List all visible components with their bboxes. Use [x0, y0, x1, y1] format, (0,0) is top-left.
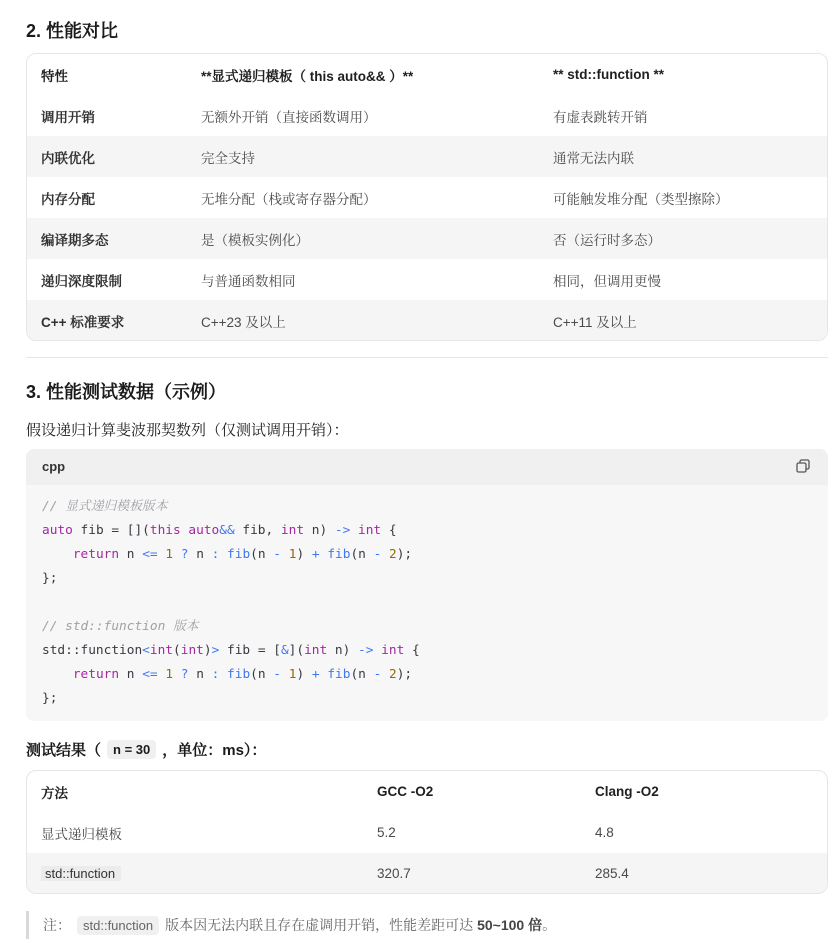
section-divider [26, 357, 828, 358]
table-cell: 可能触发堆分配（类型擦除） [553, 191, 729, 207]
note-highlight: 50~100 倍 [477, 917, 543, 933]
table-cell: 4.8 [595, 825, 614, 840]
table-header-row [27, 54, 827, 95]
result-title [26, 739, 266, 760]
table-cell: 递归深度限制 [41, 273, 122, 289]
table-cell: 是（模板实例化） [201, 232, 309, 248]
intro-paragraph: 假设递归计算斐波那契数列（仅测试调用开销）： [26, 422, 349, 439]
section-title-performance-comparison: 2. 性能对比 [26, 21, 119, 41]
note-end: 。 [542, 917, 557, 933]
note-label: 注： [43, 917, 71, 933]
header-cell: GCC -O2 [377, 784, 434, 799]
code-line: return n <= 1 ? n : fib(n - 1) + fib(n - 2); [72, 547, 413, 562]
code-language-label: cpp [42, 459, 66, 474]
table-cell: 显式递归模板 [41, 826, 122, 842]
table-row [27, 812, 827, 853]
table-cell: 无堆分配（栈或寄存器分配） [201, 191, 377, 207]
code-line: return n <= 1 ? n : fib(n - 1) + fib(n - 2); [72, 667, 413, 682]
table-cell: 有虚表跳转开销 [553, 109, 648, 125]
code-block [26, 449, 828, 721]
table-row [27, 95, 827, 136]
table-row [27, 853, 827, 894]
table-cell: 完全支持 [201, 150, 255, 166]
table-cell: 内存分配 [41, 191, 95, 207]
note-text: 版本因无法内联且存在虚调用开销，性能差距可达 [165, 917, 474, 933]
table-cell: 编译期多态 [41, 232, 109, 248]
header-cell: **显式递归模板（ this auto&& ）** [201, 68, 414, 84]
code-block-header [26, 449, 828, 485]
result-table [26, 770, 828, 894]
table-cell: C++11 及以上 [553, 314, 637, 330]
table-cell: 无额外开销（直接函数调用） [201, 109, 377, 125]
table-cell: 285.4 [595, 866, 629, 881]
inline-code: std::function [41, 866, 121, 881]
table-cell [41, 866, 121, 881]
header-cell: ** std::function ** [553, 67, 664, 82]
table-cell: 否（运行时多态） [553, 232, 661, 248]
result-title-prefix: 测试结果（ [26, 742, 102, 759]
table-cell: C++23 及以上 [201, 314, 286, 330]
code-line: }; [42, 571, 58, 586]
table-header-row [27, 771, 827, 812]
code-line: std::function<int(int)> fib = [&](int n) -> int { [42, 643, 420, 658]
note-blockquote [26, 911, 828, 939]
result-title-suffix: ，单位：ms）： [162, 742, 267, 759]
code-line: // std::function 版本 [42, 619, 199, 634]
table-cell: 通常无法内联 [553, 150, 634, 166]
code-line: auto fib = [](this auto&& fib, int n) -> int { [42, 523, 397, 538]
inline-code: n = 30 [107, 740, 156, 759]
table-cell: C++ 标准要求 [41, 314, 125, 330]
table-cell: 与普通函数相同 [201, 273, 296, 289]
table-row [27, 259, 827, 300]
header-cell: 特性 [41, 68, 68, 84]
header-cell: 方法 [41, 785, 68, 801]
code-content [42, 495, 420, 711]
copy-icon[interactable] [796, 459, 810, 473]
code-line: }; [42, 691, 58, 706]
table-row [27, 218, 827, 259]
section-title-benchmark: 3. 性能测试数据（示例） [26, 382, 227, 402]
table-row [27, 300, 827, 341]
code-line: // 显式递归模板版本 [42, 499, 168, 514]
header-cell: Clang -O2 [595, 784, 659, 799]
table-cell: 5.2 [377, 825, 396, 840]
table-cell: 320.7 [377, 866, 411, 881]
table-row [27, 136, 827, 177]
comparison-table [26, 53, 828, 341]
table-cell: 相同，但调用更慢 [553, 273, 661, 289]
table-row [27, 177, 827, 218]
inline-code: std::function [77, 916, 159, 935]
table-cell: 调用开销 [41, 109, 95, 125]
table-cell: 内联优化 [41, 150, 95, 166]
